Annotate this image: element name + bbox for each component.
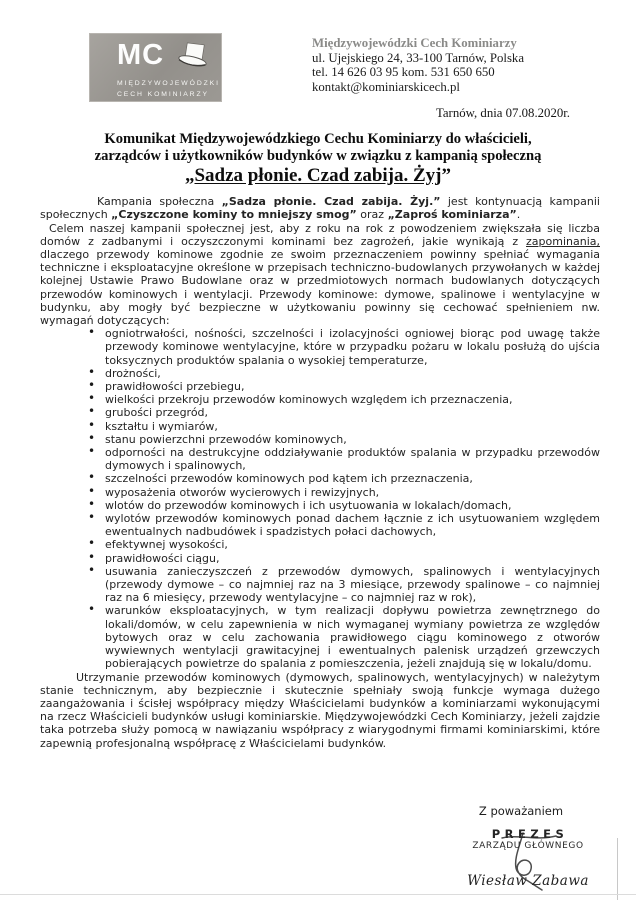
contact-address: ul. Ujejskiego 24, 33-100 Tarnów, Polska: [312, 50, 525, 65]
text-segment: jest kontynuacją kampanii społecznych: [40, 195, 600, 222]
requirement-item: • efektywnej wysokości,: [86, 538, 600, 551]
requirement-item: • stanu powierzchni przewodów kominowych,: [86, 433, 600, 446]
paragraph-intro: [40, 195, 600, 221]
contact-email: kontakt@kominiarskicech.pl: [312, 79, 460, 94]
requirement-item: • kształtu i wymiarów,: [86, 420, 600, 433]
logo-monogram: MC: [117, 39, 165, 71]
top-hat-icon: [176, 41, 210, 75]
paragraph-closing: [40, 671, 600, 750]
contact-block: [312, 36, 524, 94]
requirement-item: • wyposażenia otworów wycierowych i rewizyjnych,: [86, 486, 600, 499]
requirement-item: • usuwania zanieczyszczeń z przewodów dymowych, spalinowych i wentylacyjnych (przewody dymowe – co najmniej raz na 3 miesiące, przewody spalinowe – co najmniej raz na 6 miesięcy, przewody wentylacyjne – co najmniej raz w rok),: [86, 565, 600, 605]
paragraph-goal: [40, 222, 600, 328]
signature-block: [440, 804, 616, 889]
requirement-item: • prawidłowości przebiegu,: [86, 380, 600, 393]
signer-name: Wiesław Zabawa: [467, 873, 589, 889]
dateline: Tarnów, dnia 07.08.2020r.: [435, 106, 570, 120]
organization-logo: [89, 33, 222, 102]
contact-phone: tel. 14 626 03 95 kom. 531 650 650: [312, 65, 495, 80]
text-segment: Utrzymanie przewodów kominowych (dymowych, spalinowych, wentylacyjnych) w należytym stanie technicznym, aby bezpiecznie i skutecznie spełniały swoją funkcje wymaga dużego zaangażowania i ścisłej współpracy między Właścicielami budynków a kominiarzami wykonującymi na rzecz Właścicieli budynków usługi kominiarskie. Międzywojewódzki Cech Kominiarzy, jeżeli zajdzie taka potrzeba służy pomocą w nawiązaniu współpracy z wiarygodnymi firmami kominiarskimi, które zapewnią profesjonalną współpracę z Właścicielami budynków.: [40, 670, 600, 750]
requirement-item: • wlotów do przewodów kominowych i ich usytuowania w lokalach/domach,: [86, 499, 600, 512]
requirements-list: [40, 327, 600, 670]
text-segment: .: [516, 208, 521, 222]
requirement-item: • grubości przegród,: [86, 406, 600, 419]
requirement-item: • wielkości przekroju przewodów kominowych względem ich przeznaczenia,: [86, 393, 600, 406]
requirement-item: • warunków eksploatacyjnych, w tym realizacji dopływu powietrza zewnętrznego do lokali/domów, w celu zapewnienia w nich wymaganej wymiany powietrza ze względów bytowych oraz w celu zachowania prawidłowego ciągu kominowego z otworów wywiewnych wentylacji grawitacyjnej i ewentualnych palenisk urządzeń grzewczych pobierających powietrze do spalania z pomieszczenia, jeżeli znajdują się w lokalu/domu.: [86, 604, 600, 670]
logo-line-2: CECH KOMINIARZY: [117, 91, 209, 98]
contact-org-name: Międzywojewódzki Cech Kominiarzy: [312, 36, 517, 50]
requirement-item: • szczelności przewodów kominowych pod kątem ich przeznaczenia,: [86, 472, 600, 485]
document-title: [0, 131, 636, 164]
text-segment: zapominania,: [526, 234, 600, 248]
requirement-item: • drożności,: [86, 367, 600, 380]
requirement-item: • ogniotrwałości, nośności, szczelności i izolacyjności ogniowej biorąc pod uwagę także przewody kominowe wentylacyjne, które w przypadku pożaru w lokalu posłużą do ujścia toksycznych produktów spalania o wysokiej temperaturze,: [86, 327, 600, 367]
text-segment: oraz: [356, 208, 388, 222]
logo-line-1: MIĘDZYWOJEWÓDZKI: [117, 80, 220, 87]
slogan-text: Sadza płonie. Czad zabija. Żyj: [194, 165, 442, 187]
slogan-open-quote: „: [184, 165, 195, 187]
signer-org-unit: ZARZĄDU GŁÓWNEGO: [472, 841, 584, 851]
requirement-item: • wylotów przewodów kominowych ponad dachem łącznie z ich usytuowaniem względem ewentualnych nadbudówek i spadzistych połaci dachowych,: [86, 512, 600, 538]
slogan-close-quote: ”: [441, 165, 452, 187]
closing-phrase: Z poważaniem: [478, 804, 564, 818]
requirement-item: • odporności na destrukcyjne oddziaływanie produktów spalania w przypadku przewodów dymowych i spalinowych,: [86, 446, 600, 472]
title-line-2: zarządców i użytkowników budynków w związku z kampanią społeczną: [94, 147, 542, 164]
text-segment: Celem naszej kampanii społecznej jest, aby z roku na rok z powodzeniem zwiększała się liczba domów z zadbanymi i oczyszczonymi kominami bez zagrożeń, jakie wynikają z: [40, 221, 600, 248]
requirement-item: • prawidłowości ciągu,: [86, 552, 600, 565]
text-segment: „Czyszczone kominy to mniejszy smog”: [111, 208, 357, 222]
letter-body: [40, 195, 600, 750]
scan-edge-artifact: [617, 838, 618, 900]
text-segment: dlaczego przewody kominowe zgodnie ze swoim przeznaczeniem powinny spełniać wymagania techniczne i eksploatacyjne określone w przepisach techniczno-budowlanych przywołanych w każdej kolejnej Ustawie Prawo Budowlane oraz w przedmiotowych normach budowlanych dotyczących przewodów kominowych i wentylacji. Przewody kominowe: dymowe, spalinowe i wentylacyjne w budynku, aby mogły być bezpieczne w użytkowaniu powinny się cechować spełnieniem nw. wymagań dotyczących:: [40, 248, 600, 328]
scan-bottom-artifact: [0, 894, 636, 895]
campaign-slogan: [0, 165, 636, 187]
text-segment: „Sadza płonie. Czad zabija. Żyj.”: [221, 195, 441, 209]
letter-content: [0, 131, 636, 750]
text-segment: „Zaproś kominiarza”: [387, 208, 517, 222]
text-segment: Kampania społeczna: [97, 195, 222, 209]
title-line-1: Komunikat Międzywojewódzkiego Cechu Kominiarzy do właścicieli,: [104, 131, 532, 147]
signer-role: PREZES: [491, 827, 569, 841]
